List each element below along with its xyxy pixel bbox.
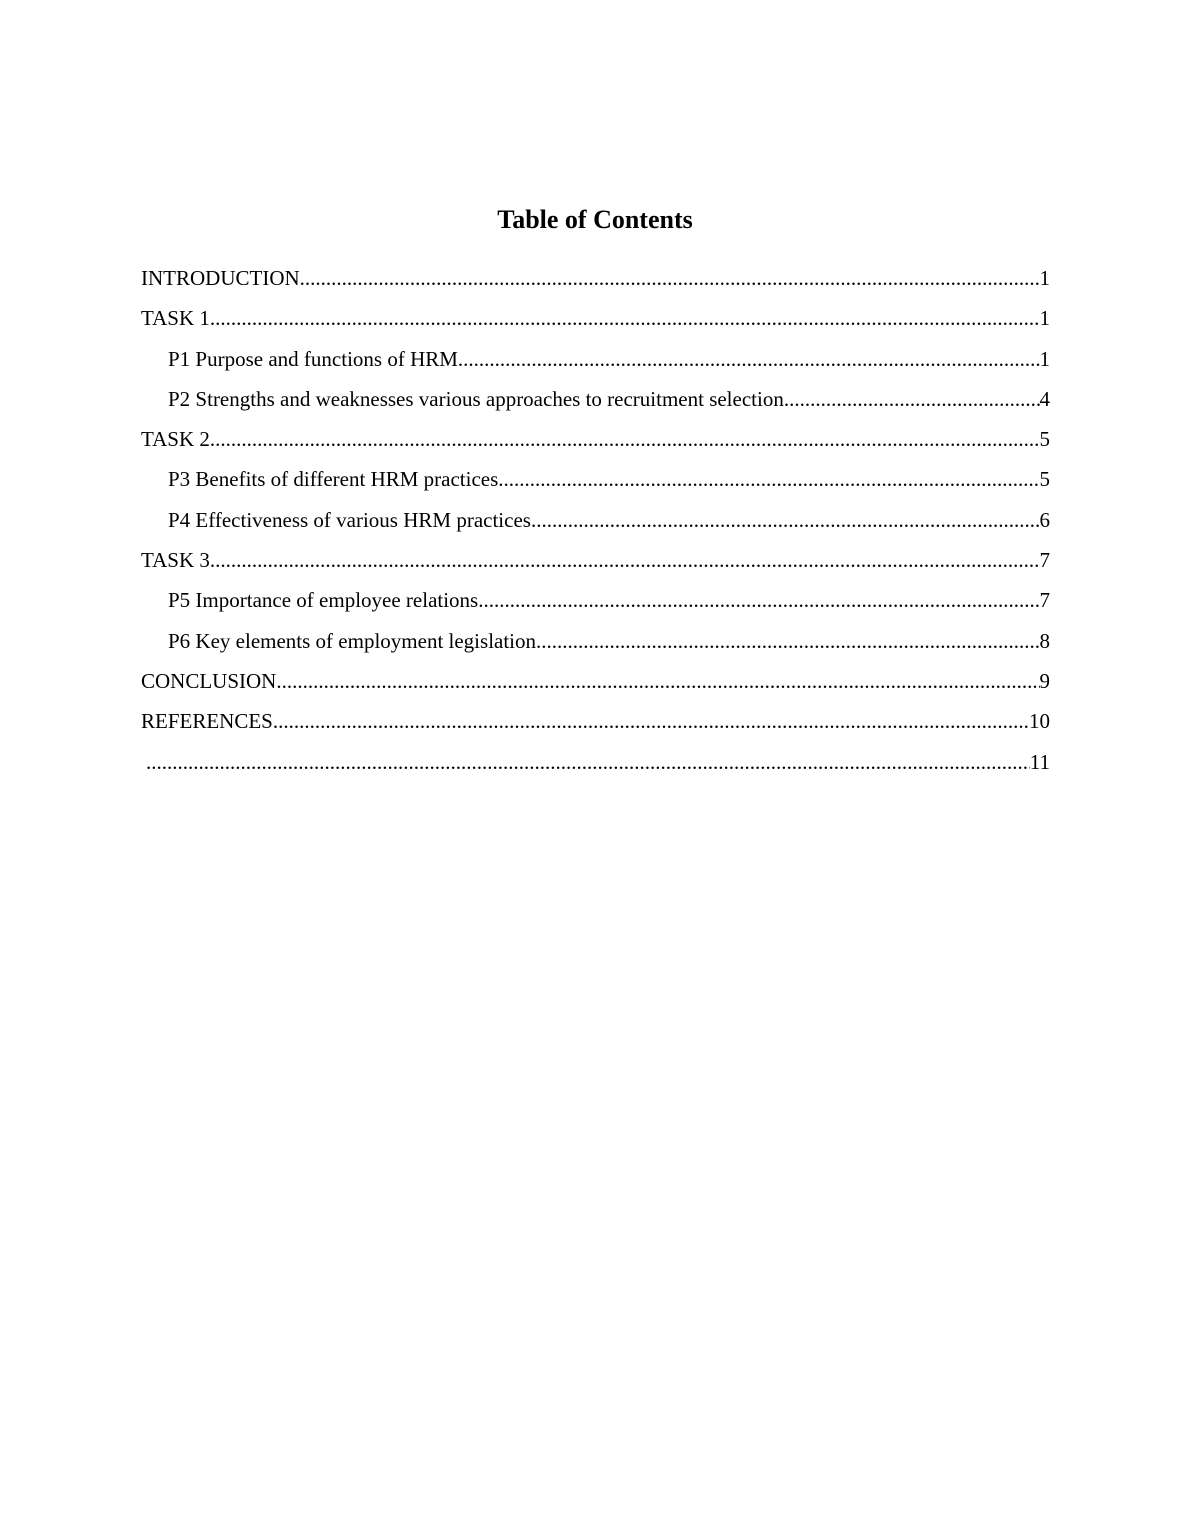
toc-dot-leader [478,580,1039,620]
toc-dot-leader [210,419,1040,459]
toc-dot-leader [210,540,1040,580]
toc-dot-leader [300,258,1040,298]
toc-dot-leader [531,500,1040,540]
toc-dot-leader [784,379,1040,419]
toc-dot-leader [273,701,1029,741]
toc-entry-page: 1 [1039,346,1050,371]
toc-entry-label: P2 Strengths and weaknesses various approaches to recruitment selection [168,386,784,411]
toc-entry-label: INTRODUCTION [141,266,300,290]
toc-entry-label: P3 Benefits of different HRM practices [168,467,499,492]
toc-entry-references[interactable] [141,701,1050,741]
toc-dot-leader [146,742,1030,782]
toc-title: Table of Contents [497,205,693,234]
toc-entry-page: 11 [1029,749,1050,774]
toc-entry-page: 6 [1039,507,1050,532]
toc-dot-leader [536,621,1039,661]
toc-entry-label: TASK 3 [141,548,210,573]
toc-entry-page: 9 [1039,668,1050,693]
toc-entry-label: P5 Importance of employee relations [168,588,479,613]
toc-entry-p1[interactable] [141,339,1050,379]
toc-dot-leader [498,459,1039,499]
toc-entry-p5[interactable] [141,580,1050,620]
toc-entry-page: 10 [1029,709,1050,734]
toc-entry-label: P6 Key elements of employment legislation [168,628,537,653]
toc-entry-task-3[interactable] [141,540,1050,580]
toc-entry-p3[interactable] [141,459,1050,499]
toc-entry-page: 8 [1039,628,1050,653]
toc-entry-page: 5 [1039,427,1050,452]
toc-entry-label: TASK 2 [141,427,210,452]
toc-entry-conclusion[interactable] [141,661,1050,701]
toc-entry-page: 5 [1039,467,1050,492]
toc-entry-page: 7 [1039,588,1050,613]
toc-dot-leader [276,661,1039,701]
toc-entry-page: 4 [1039,386,1050,411]
toc-entry-label: P4 Effectiveness of various HRM practices [168,507,531,532]
toc-entry-introduction[interactable] [141,258,1050,298]
toc-entry-page: 7 [1039,548,1050,573]
toc-entry-task-1[interactable] [141,298,1050,338]
toc-dot-leader [210,298,1040,338]
toc-list [141,258,1050,782]
toc-entry-label: TASK 1 [141,306,210,331]
toc-entry-p6[interactable] [141,621,1050,661]
toc-entry-page: 1 [1039,306,1050,331]
toc-entry-untitled[interactable] [141,742,1050,782]
toc-entry-label: P1 Purpose and functions of HRM [168,346,458,371]
toc-entry-p4[interactable] [141,500,1050,540]
toc-entry-label: CONCLUSION [141,668,277,693]
toc-entry-task-2[interactable] [141,419,1050,459]
toc-entry-page: 1 [1039,266,1050,290]
toc-entry-label: REFERENCES [141,709,273,734]
toc-dot-leader [458,339,1040,379]
toc-entry-p2[interactable] [141,379,1050,419]
